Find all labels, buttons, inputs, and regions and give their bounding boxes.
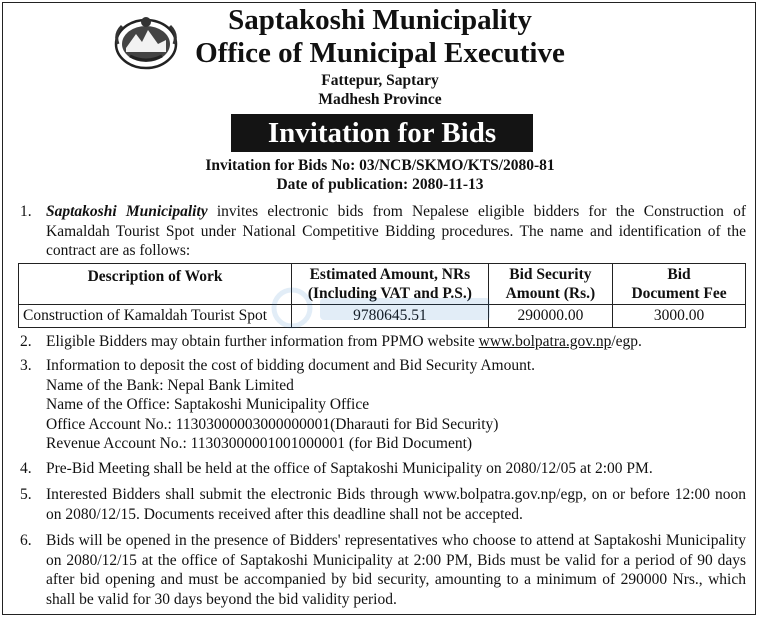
clause-text: Bids will be opened in the presence of Bidders' representatives who choose to attend at Saptakoshi Municipality on 2080/12/15 at the office of Saptakoshi Municipality at 2:00 PM, Bids must be valid for a period of 90 days after bid opening and must be accompanied by bid security, amounting to a minimum of 290000 Nrs., which shall be valid for 30 days beyond the bid validity period. [46, 532, 746, 608]
bank-info-intro: Information to deposit the cost of bidding document and Bid Security Amount. [46, 357, 536, 374]
org-name: Saptakoshi Municipality [228, 4, 532, 36]
office-account: Office Account No.: 11303000003000000001(Dharauti for Bid Security) [46, 415, 499, 433]
bid-reference: Invitation for Bids No: 03/NCB/SKMO/KTS/2080-81 [205, 157, 555, 174]
clause-number: 4. [20, 460, 32, 477]
clause-number: 6. [20, 532, 32, 549]
address-line-1: Fattepur, Saptary [321, 72, 439, 89]
header-amount: Estimated Amount, NRs (Including VAT and P.S.) [292, 264, 489, 305]
header-security: Bid Security Amount (Rs.) [488, 264, 612, 305]
cell-work: Construction of Kamaldah Tourist Spot [19, 305, 292, 328]
clause-4 [20, 459, 746, 479]
clause-1 [20, 202, 746, 261]
publication-date: Date of publication: 2080-11-13 [276, 176, 484, 193]
clause-text [46, 202, 746, 261]
office-name: Office of Municipal Executive [195, 37, 565, 69]
clause-number: 3. [20, 357, 32, 374]
contract-table [18, 263, 746, 328]
clause-number: 1. [20, 203, 32, 220]
bank-name: Name of the Bank: Nepal Bank Limited [46, 376, 294, 394]
clause-3 [20, 356, 746, 454]
cell-fee: 3000.00 [613, 305, 746, 328]
clause-2 [20, 332, 746, 352]
cell-amount: 9780645.51 [292, 305, 489, 328]
address-line-2: Madhesh Province [318, 91, 442, 108]
clause-body: invites electronic bids from Nepalese eligible bidders for the Construction of Kamaldah Tourist Spot under National Competitive Bidding procedures. The name and identification of the contract are as follows: [46, 203, 746, 259]
header-work: Description of Work [19, 264, 292, 305]
clause-6 [20, 531, 746, 609]
clause-text: Interested Bidders shall submit the electronic Bids through www.bolpatra.gov.np/egp, on or before 12:00 noon on 2080/12/15. Documents received after this deadline shall not be accepted. [46, 486, 746, 523]
revenue-account: Revenue Account No.: 11303000001001000001 (for Bid Document) [46, 435, 473, 452]
table-row [19, 305, 746, 328]
clause-text: Pre-Bid Meeting shall be held at the office of Saptakoshi Municipality on 2080/12/05 at 2:00 PM. [46, 460, 653, 477]
clause-5 [20, 485, 746, 524]
cell-security: 290000.00 [488, 305, 612, 328]
title-banner: Invitation for Bids [231, 114, 533, 152]
clause-number: 5. [20, 486, 32, 503]
clause-text [46, 356, 746, 454]
table-header-row [19, 264, 746, 305]
clause-org-name: Saptakoshi Municipality [46, 203, 208, 220]
clause-number: 2. [20, 333, 32, 350]
header-fee: Bid Document Fee [613, 264, 746, 305]
ppmo-website-link[interactable]: www.bolpatra.gov.np [478, 333, 612, 350]
office-name-line: Name of the Office: Saptakoshi Municipality Office [46, 396, 370, 413]
clause-text: Eligible Bidders may obtain further information from PPMO website www.bolpatra.gov.np/egp. [46, 333, 642, 350]
